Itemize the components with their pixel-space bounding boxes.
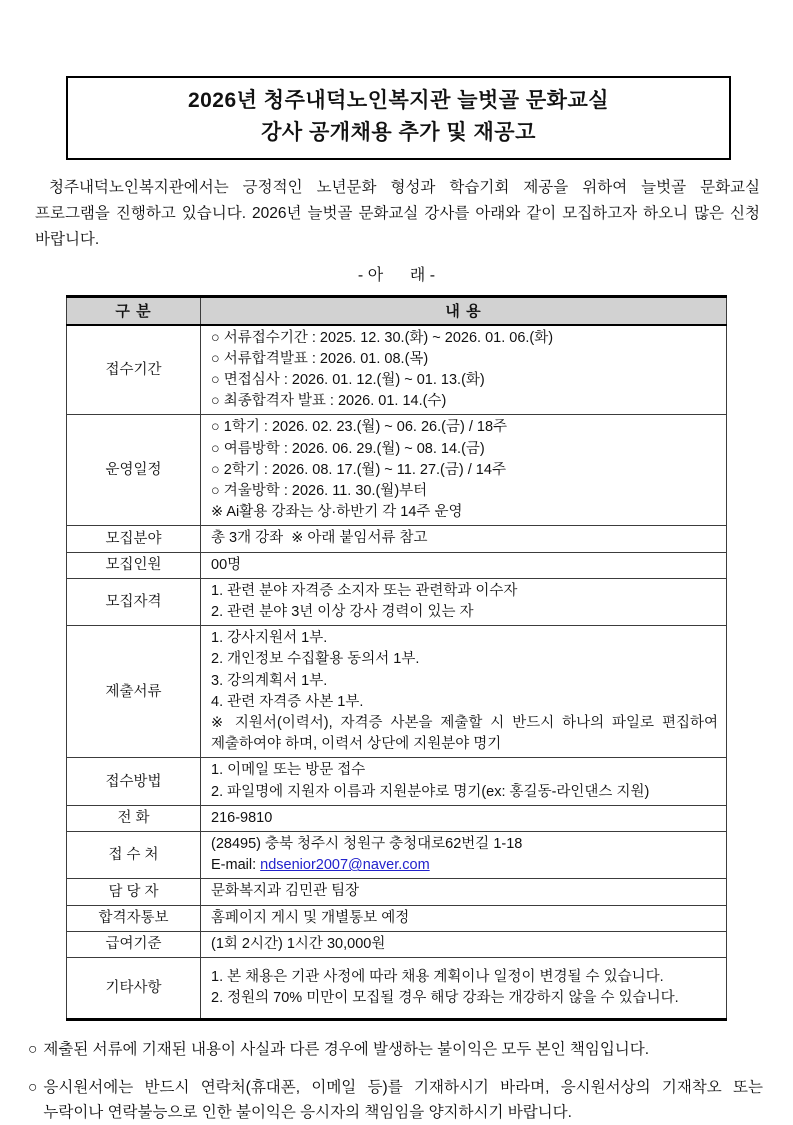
- document-title-line2: 강사 공개채용 추가 및 재공고: [261, 121, 536, 144]
- row-line: 2. 파일명에 지원자 이름과 지원분야로 명기(ex: 홍길동-라인댄스 지원): [211, 783, 650, 800]
- email-link[interactable]: ndsenior2007@naver.com: [260, 857, 430, 874]
- table-row-required-documents: [67, 626, 727, 758]
- row-line: 1. 관련 분야 자격증 소지자 또는 관련학과 이수자: [211, 582, 518, 599]
- row-label: 모집인원: [67, 552, 201, 578]
- table-row-recruitment-count: [67, 552, 727, 578]
- row-line: 홈페이지 게시 및 개별통보 예정: [211, 909, 410, 926]
- below-label: - 아 래 -: [357, 267, 436, 284]
- row-line: 3. 강의계획서 1부.: [211, 672, 328, 689]
- row-label: 모집자격: [67, 578, 201, 625]
- row-line: ○ 여름방학 : 2026. 06. 29.(월) ~ 08. 14.(금): [211, 440, 485, 457]
- footnote-item: [28, 1037, 763, 1062]
- row-line: ○ 2학기 : 2026. 08. 17.(월) ~ 11. 27.(금) / 14주: [211, 461, 506, 478]
- info-table: [66, 295, 727, 1021]
- row-line: 4. 관련 자격증 사본 1부.: [211, 693, 364, 710]
- row-line: 00명: [211, 556, 242, 573]
- row-label: 전 화: [67, 805, 201, 831]
- row-line: ○ 면접심사 : 2026. 01. 12.(월) ~ 01. 13.(화): [211, 371, 485, 388]
- row-line: ※ Ai활용 강좌는 상·하반기 각 14주 운영: [211, 504, 463, 521]
- footnote-item: [28, 1075, 763, 1125]
- column-header-category: 구 분: [67, 297, 201, 325]
- row-line: 총 3개 강좌 ※ 아래 붙임서류 참고: [211, 530, 428, 547]
- row-line: ○ 1학기 : 2026. 02. 23.(월) ~ 06. 26.(금) / 18주: [211, 419, 508, 436]
- row-label: 접수방법: [67, 758, 201, 805]
- row-label: 합격자통보: [67, 905, 201, 931]
- table-row-contact-person: [67, 879, 727, 905]
- footnotes: [28, 1037, 763, 1125]
- row-label: 모집분야: [67, 526, 201, 552]
- footnote-text: 제출된 서류에 기재된 내용이 사실과 다른 경우에 발생하는 불이익은 모두 본인 책임입니다.: [43, 1041, 650, 1059]
- row-label: 접수기간: [67, 325, 201, 415]
- row-line: 2. 개인정보 수집활용 동의서 1부.: [211, 651, 420, 668]
- row-label: 제출서류: [67, 626, 201, 758]
- column-header-content: 내 용: [201, 297, 727, 325]
- row-line: ○ 서류합격발표 : 2026. 01. 08.(목): [211, 350, 429, 367]
- row-line: 1. 본 채용은 기관 사정에 따라 채용 계획이나 일정이 변경될 수 있습니다.: [211, 968, 664, 985]
- table-header-row: [67, 297, 727, 325]
- row-label: 급여기준: [67, 931, 201, 957]
- footnote-text: 응시원서에는 반드시 연락처(휴대폰, 이메일 등)를 기재하시기 바라며, 응시원서상의 기재착오 또는 누락이나 연락불능으로 인한 불이익은 응시자의 책임임을 양지하시기 바랍니다.: [43, 1079, 763, 1122]
- row-line: ○ 서류접수기간 : 2025. 12. 30.(화) ~ 2026. 01. 06.(화): [211, 329, 554, 346]
- table-row-phone: [67, 805, 727, 831]
- row-line: 문화복지과 김민관 팀장: [211, 883, 360, 900]
- document-title-line1: 2026년 청주내덕노인복지관 늘벗골 문화교실: [187, 89, 610, 112]
- row-line: ※ 지원서(이력서), 자격증 사본을 제출할 시 반드시 하나의 파일로 편집하여 제출하여야 하며, 이력서 상단에 지원분야 명기: [211, 714, 718, 753]
- row-line: 1. 이메일 또는 방문 접수: [211, 762, 366, 779]
- email-label: E-mail:: [211, 857, 261, 874]
- row-label: 기타사항: [67, 957, 201, 1019]
- intro-paragraph: 청주내덕노인복지관에서는 긍정적인 노년문화 형성과 학습기회 제공을 위하여 늘벗골 문화교실 프로그램을 진행하고 있습니다. 2026년 늘벗골 문화교실 강사를 아래와 같이 모집하고자 하오니 많은 신청 바랍니다.: [35, 179, 760, 248]
- row-line: 2. 관련 분야 3년 이상 강사 경력이 있는 자: [211, 603, 474, 620]
- circle-bullet-icon: ○: [28, 1079, 38, 1097]
- row-line: 2. 정원의 70% 미만이 모집될 경우 해당 강좌는 개강하지 않을 수 있습니다.: [211, 990, 679, 1007]
- table-row-application-address: [67, 831, 727, 878]
- table-row-operation-schedule: [67, 415, 727, 526]
- row-line: ○ 겨울방학 : 2026. 11. 30.(월)부터: [211, 482, 428, 499]
- row-label: 담 당 자: [67, 879, 201, 905]
- table-row-application-method: [67, 758, 727, 805]
- table-row-reception-period: [67, 325, 727, 415]
- row-line: (1회 2시간) 1시간 30,000원: [211, 935, 386, 952]
- phone-number: 216-9810: [211, 809, 273, 826]
- title-box: [66, 76, 731, 160]
- row-label: 운영일정: [67, 415, 201, 526]
- row-line: 1. 강사지원서 1부.: [211, 630, 328, 647]
- table-row-qualifications: [67, 578, 727, 625]
- row-label: 접 수 처: [67, 831, 201, 878]
- table-row-other-notes: [67, 957, 727, 1019]
- table-row-result-notification: [67, 905, 727, 931]
- circle-bullet-icon: ○: [28, 1041, 38, 1059]
- postal-address: (28495) 충북 청주시 청원구 충청대로62번길 1-18: [211, 835, 523, 852]
- email-line: [211, 855, 718, 876]
- row-line: ○ 최종합격자 발표 : 2026. 01. 14.(수): [211, 393, 447, 410]
- table-row-pay-standard: [67, 931, 727, 957]
- table-row-recruitment-field: [67, 526, 727, 552]
